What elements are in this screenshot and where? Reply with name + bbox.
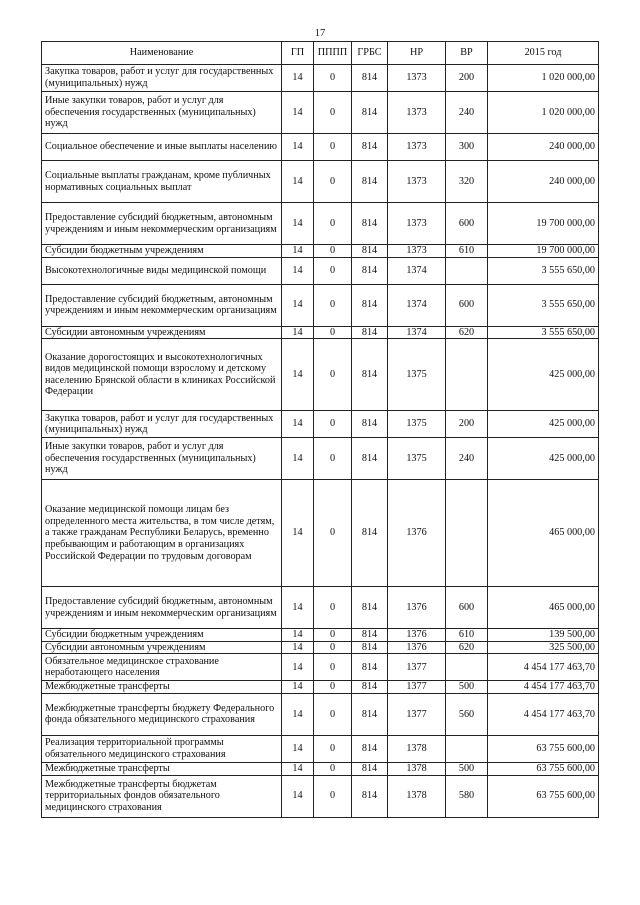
table-row <box>42 284 599 326</box>
row-nr-cell: 1376 <box>388 641 446 654</box>
row-nr-cell: 1378 <box>388 762 446 775</box>
row-vr-cell: 240 <box>446 438 488 480</box>
row-amount-cell: 63 755 600,00 <box>488 762 599 775</box>
row-vr-cell: 500 <box>446 681 488 694</box>
row-nr-cell: 1377 <box>388 693 446 735</box>
row-pppp-cell: 0 <box>314 92 352 134</box>
row-vr-cell <box>446 654 488 681</box>
table-row <box>42 438 599 480</box>
table-header-row <box>42 42 599 65</box>
row-name-cell: Межбюджетные трансферты <box>42 681 282 694</box>
row-pppp-cell: 0 <box>314 762 352 775</box>
row-vr-cell: 620 <box>446 326 488 339</box>
row-pppp-cell: 0 <box>314 654 352 681</box>
row-vr-cell: 580 <box>446 775 488 817</box>
row-name-cell: Иные закупки товаров, работ и услуг для обеспечения государственных (муниципальных) нужд <box>42 438 282 480</box>
row-grbs-cell: 814 <box>352 411 388 438</box>
row-pppp-cell: 0 <box>314 629 352 642</box>
row-vr-cell: 600 <box>446 203 488 245</box>
row-vr-cell: 240 <box>446 92 488 134</box>
row-amount-cell: 465 000,00 <box>488 480 599 587</box>
row-amount-cell: 4 454 177 463,70 <box>488 654 599 681</box>
row-name-cell: Социальные выплаты гражданам, кроме публичных нормативных социальных выплат <box>42 161 282 203</box>
row-grbs-cell: 814 <box>352 245 388 258</box>
row-pppp-cell: 0 <box>314 775 352 817</box>
row-nr-cell: 1373 <box>388 134 446 161</box>
row-vr-cell: 610 <box>446 629 488 642</box>
row-name-cell: Предоставление субсидий бюджетным, автономным учреждениям и иным некоммерческим организациям <box>42 587 282 629</box>
row-gp-cell: 14 <box>282 641 314 654</box>
row-name-cell: Субсидии бюджетным учреждениям <box>42 245 282 258</box>
row-vr-cell: 600 <box>446 587 488 629</box>
row-grbs-cell: 814 <box>352 284 388 326</box>
table-row <box>42 245 599 258</box>
row-nr-cell: 1374 <box>388 257 446 284</box>
table-row <box>42 693 599 735</box>
row-grbs-cell: 814 <box>352 339 388 411</box>
table-row <box>42 326 599 339</box>
row-name-cell: Реализация территориальной программы обязательного медицинского страхования <box>42 735 282 762</box>
column-header-pppp: ПППП <box>314 42 352 65</box>
row-name-cell: Субсидии бюджетным учреждениям <box>42 629 282 642</box>
row-name-cell: Предоставление субсидий бюджетным, автономным учреждениям и иным некоммерческим организациям <box>42 203 282 245</box>
table-row <box>42 339 599 411</box>
row-nr-cell: 1374 <box>388 284 446 326</box>
table-row <box>42 480 599 587</box>
row-name-cell: Закупка товаров, работ и услуг для государственных (муниципальных) нужд <box>42 411 282 438</box>
row-amount-cell: 1 020 000,00 <box>488 65 599 92</box>
row-nr-cell: 1375 <box>388 438 446 480</box>
table-row <box>42 762 599 775</box>
row-grbs-cell: 814 <box>352 693 388 735</box>
row-amount-cell: 1 020 000,00 <box>488 92 599 134</box>
row-amount-cell: 465 000,00 <box>488 587 599 629</box>
row-gp-cell: 14 <box>282 203 314 245</box>
row-pppp-cell: 0 <box>314 438 352 480</box>
row-vr-cell <box>446 257 488 284</box>
row-pppp-cell: 0 <box>314 134 352 161</box>
row-amount-cell: 3 555 650,00 <box>488 326 599 339</box>
row-vr-cell: 200 <box>446 65 488 92</box>
row-amount-cell: 139 500,00 <box>488 629 599 642</box>
row-name-cell: Субсидии автономным учреждениям <box>42 326 282 339</box>
row-gp-cell: 14 <box>282 161 314 203</box>
table-row <box>42 654 599 681</box>
row-grbs-cell: 814 <box>352 134 388 161</box>
row-gp-cell: 14 <box>282 284 314 326</box>
row-gp-cell: 14 <box>282 654 314 681</box>
row-vr-cell <box>446 480 488 587</box>
row-name-cell: Межбюджетные трансферты бюджетам территориальных фондов обязательного медицинского страхования <box>42 775 282 817</box>
row-pppp-cell: 0 <box>314 65 352 92</box>
row-grbs-cell: 814 <box>352 438 388 480</box>
row-grbs-cell: 814 <box>352 762 388 775</box>
row-gp-cell: 14 <box>282 257 314 284</box>
row-nr-cell: 1373 <box>388 203 446 245</box>
row-vr-cell: 200 <box>446 411 488 438</box>
row-gp-cell: 14 <box>282 587 314 629</box>
row-pppp-cell: 0 <box>314 693 352 735</box>
row-nr-cell: 1375 <box>388 411 446 438</box>
row-grbs-cell: 814 <box>352 641 388 654</box>
column-header-gp: ГП <box>282 42 314 65</box>
row-name-cell: Оказание медицинской помощи лицам без определенного места жительства, в том числе детям, а также гражданам Республики Беларусь, временно пребывающим и работающим в организациях Российской Федерации по трудовым договорам <box>42 480 282 587</box>
row-amount-cell: 4 454 177 463,70 <box>488 681 599 694</box>
column-header-nr: НР <box>388 42 446 65</box>
row-vr-cell: 600 <box>446 284 488 326</box>
row-nr-cell: 1373 <box>388 161 446 203</box>
row-nr-cell: 1378 <box>388 735 446 762</box>
row-amount-cell: 325 500,00 <box>488 641 599 654</box>
table-row <box>42 735 599 762</box>
column-header-name: Наименование <box>42 42 282 65</box>
row-pppp-cell: 0 <box>314 681 352 694</box>
row-pppp-cell: 0 <box>314 641 352 654</box>
row-amount-cell: 63 755 600,00 <box>488 775 599 817</box>
page-number: 17 <box>314 28 326 39</box>
table-row <box>42 203 599 245</box>
row-gp-cell: 14 <box>282 65 314 92</box>
table-row <box>42 641 599 654</box>
row-gp-cell: 14 <box>282 735 314 762</box>
row-amount-cell: 425 000,00 <box>488 438 599 480</box>
row-nr-cell: 1378 <box>388 775 446 817</box>
row-pppp-cell: 0 <box>314 326 352 339</box>
row-vr-cell <box>446 735 488 762</box>
row-vr-cell: 300 <box>446 134 488 161</box>
row-pppp-cell: 0 <box>314 339 352 411</box>
row-nr-cell: 1373 <box>388 245 446 258</box>
row-nr-cell: 1377 <box>388 654 446 681</box>
row-grbs-cell: 814 <box>352 681 388 694</box>
row-name-cell: Предоставление субсидий бюджетным, автономным учреждениям и иным некоммерческим организациям <box>42 284 282 326</box>
row-nr-cell: 1377 <box>388 681 446 694</box>
column-header-vr: ВР <box>446 42 488 65</box>
row-nr-cell: 1374 <box>388 326 446 339</box>
row-name-cell: Закупка товаров, работ и услуг для государственных (муниципальных) нужд <box>42 65 282 92</box>
row-grbs-cell: 814 <box>352 203 388 245</box>
row-name-cell: Межбюджетные трансферты <box>42 762 282 775</box>
table-row <box>42 92 599 134</box>
row-name-cell: Социальное обеспечение и иные выплаты населению <box>42 134 282 161</box>
row-amount-cell: 3 555 650,00 <box>488 284 599 326</box>
row-grbs-cell: 814 <box>352 92 388 134</box>
row-gp-cell: 14 <box>282 411 314 438</box>
row-grbs-cell: 814 <box>352 587 388 629</box>
row-pppp-cell: 0 <box>314 161 352 203</box>
row-pppp-cell: 0 <box>314 284 352 326</box>
row-name-cell: Оказание дорогостоящих и высокотехнологичных видов медицинской помощи взрослому и детскому населению Брянской области в клиниках Российской Федерации <box>42 339 282 411</box>
table-row <box>42 681 599 694</box>
row-pppp-cell: 0 <box>314 735 352 762</box>
row-pppp-cell: 0 <box>314 203 352 245</box>
table-row <box>42 629 599 642</box>
row-nr-cell: 1376 <box>388 480 446 587</box>
row-grbs-cell: 814 <box>352 161 388 203</box>
row-gp-cell: 14 <box>282 92 314 134</box>
table-row <box>42 161 599 203</box>
row-grbs-cell: 814 <box>352 775 388 817</box>
row-gp-cell: 14 <box>282 438 314 480</box>
table-row <box>42 411 599 438</box>
row-amount-cell: 240 000,00 <box>488 161 599 203</box>
row-gp-cell: 14 <box>282 775 314 817</box>
row-gp-cell: 14 <box>282 693 314 735</box>
row-grbs-cell: 814 <box>352 257 388 284</box>
table-row <box>42 257 599 284</box>
row-vr-cell: 620 <box>446 641 488 654</box>
table-row <box>42 775 599 817</box>
row-pppp-cell: 0 <box>314 257 352 284</box>
row-gp-cell: 14 <box>282 339 314 411</box>
column-header-grbs: ГРБС <box>352 42 388 65</box>
row-vr-cell: 560 <box>446 693 488 735</box>
row-amount-cell: 425 000,00 <box>488 339 599 411</box>
row-nr-cell: 1376 <box>388 629 446 642</box>
row-name-cell: Субсидии автономным учреждениям <box>42 641 282 654</box>
column-header-year: 2015 год <box>488 42 599 65</box>
row-amount-cell: 240 000,00 <box>488 134 599 161</box>
row-grbs-cell: 814 <box>352 326 388 339</box>
row-amount-cell: 4 454 177 463,70 <box>488 693 599 735</box>
row-grbs-cell: 814 <box>352 735 388 762</box>
budget-table <box>41 41 599 818</box>
row-vr-cell: 320 <box>446 161 488 203</box>
row-grbs-cell: 814 <box>352 654 388 681</box>
row-gp-cell: 14 <box>282 629 314 642</box>
row-pppp-cell: 0 <box>314 411 352 438</box>
row-gp-cell: 14 <box>282 681 314 694</box>
row-amount-cell: 19 700 000,00 <box>488 203 599 245</box>
row-pppp-cell: 0 <box>314 245 352 258</box>
row-gp-cell: 14 <box>282 245 314 258</box>
row-vr-cell: 500 <box>446 762 488 775</box>
row-name-cell: Обязательное медицинское страхование неработающего населения <box>42 654 282 681</box>
row-grbs-cell: 814 <box>352 65 388 92</box>
row-name-cell: Иные закупки товаров, работ и услуг для обеспечения государственных (муниципальных) нужд <box>42 92 282 134</box>
row-nr-cell: 1373 <box>388 92 446 134</box>
row-pppp-cell: 0 <box>314 480 352 587</box>
row-gp-cell: 14 <box>282 326 314 339</box>
row-amount-cell: 19 700 000,00 <box>488 245 599 258</box>
row-gp-cell: 14 <box>282 762 314 775</box>
row-name-cell: Межбюджетные трансферты бюджету Федерального фонда обязательного медицинского страхования <box>42 693 282 735</box>
row-vr-cell: 610 <box>446 245 488 258</box>
row-gp-cell: 14 <box>282 134 314 161</box>
row-pppp-cell: 0 <box>314 587 352 629</box>
row-name-cell: Высокотехнологичные виды медицинской помощи <box>42 257 282 284</box>
row-grbs-cell: 814 <box>352 629 388 642</box>
row-amount-cell: 425 000,00 <box>488 411 599 438</box>
row-grbs-cell: 814 <box>352 480 388 587</box>
row-nr-cell: 1376 <box>388 587 446 629</box>
table-row <box>42 134 599 161</box>
table-row <box>42 65 599 92</box>
row-nr-cell: 1375 <box>388 339 446 411</box>
table-row <box>42 587 599 629</box>
row-gp-cell: 14 <box>282 480 314 587</box>
row-vr-cell <box>446 339 488 411</box>
row-nr-cell: 1373 <box>388 65 446 92</box>
row-amount-cell: 3 555 650,00 <box>488 257 599 284</box>
row-amount-cell: 63 755 600,00 <box>488 735 599 762</box>
